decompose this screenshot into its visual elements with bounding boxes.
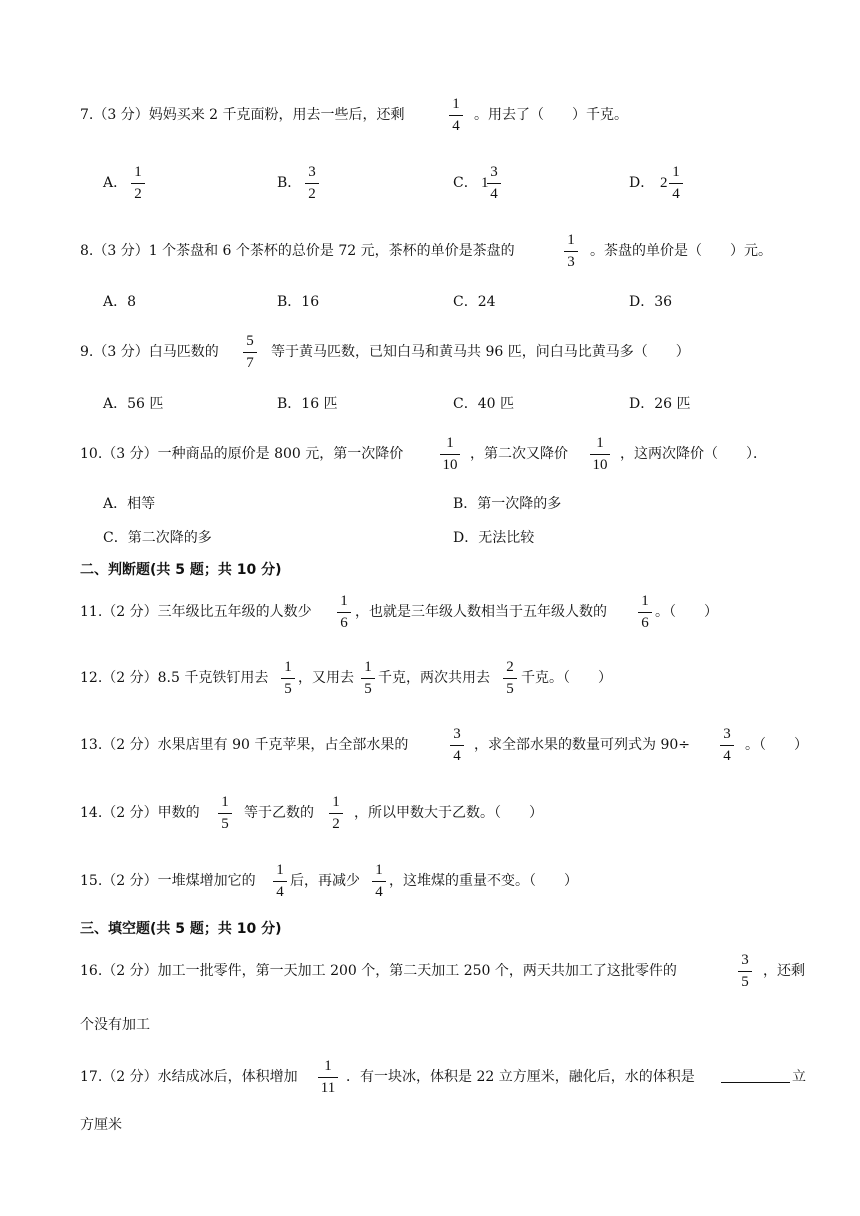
fraction-numerator: 5 xyxy=(246,333,254,349)
question-13-text-c: 。（ ） xyxy=(745,737,808,753)
fraction-denominator: 10 xyxy=(442,457,458,473)
fraction-denominator: 6 xyxy=(641,615,649,631)
question-14-fraction-1 xyxy=(210,794,240,833)
fraction-numerator: 3 xyxy=(308,164,316,180)
question-11-text-b: ，也就是三年级人数相当于五年级人数的 xyxy=(355,604,607,620)
fraction-denominator: 10 xyxy=(592,457,608,473)
q8-option-d: D．36 xyxy=(629,294,673,310)
q9-option-c: C．40 匹 xyxy=(453,396,514,412)
fraction-denominator: 4 xyxy=(452,118,460,134)
q10-option-d: D．无法比较 xyxy=(453,530,535,546)
fraction-numerator: 2 xyxy=(506,659,514,675)
question-12-text-a: 12.（2 分）8.5 千克铁钉用去 xyxy=(80,670,269,686)
fraction-denominator: 5 xyxy=(284,681,292,697)
question-8-text-b: 。茶盘的单价是（ ）元。 xyxy=(590,243,772,259)
question-10-fraction-2 xyxy=(585,435,615,474)
fraction-denominator: 4 xyxy=(453,748,461,764)
fraction-denominator: 5 xyxy=(221,816,229,832)
question-9-text-b: 等于黄马匹数，已知白马和黄马共 96 匹，问白马比黄马多（ ） xyxy=(271,344,690,360)
question-10-fraction-1 xyxy=(435,435,465,474)
fraction-numerator: 1 xyxy=(324,1058,332,1074)
fraction-numerator: 3 xyxy=(490,164,498,180)
question-15-text-a: 15.（2 分）一堆煤增加它的 xyxy=(80,873,256,889)
fraction-numerator: 1 xyxy=(276,862,284,878)
fraction-denominator: 4 xyxy=(723,748,731,764)
question-16-text-a: 16.（2 分）加工一批零件，第一天加工 200 个，第二天加工 250 个，两天共加工了这批零件的 xyxy=(80,963,677,979)
question-10-text-b: ，第二次又降价 xyxy=(470,446,568,462)
question-9-fraction xyxy=(235,333,265,372)
fraction-numerator: 1 xyxy=(375,862,383,878)
question-11-text-a: 11.（2 分）三年级比五年级的人数少 xyxy=(80,604,312,620)
question-16-text-b: ，还剩 xyxy=(763,963,805,979)
question-8-fraction xyxy=(556,232,586,271)
question-15-text-b: 后，再减少 xyxy=(290,873,360,889)
fraction-denominator: 5 xyxy=(741,974,749,990)
fraction-numerator: 1 xyxy=(364,659,372,675)
fraction-numerator: 1 xyxy=(596,435,604,451)
q7-option-a-label: A． xyxy=(103,175,128,191)
question-17-text-a: 17.（2 分）水结成冰后，体积增加 xyxy=(80,1069,298,1085)
question-14-text-c: ，所以甲数大于乙数。（ ） xyxy=(354,805,543,821)
fraction-numerator: 1 xyxy=(134,164,142,180)
q7-option-a-fraction xyxy=(123,164,153,203)
fraction-numerator: 1 xyxy=(340,593,348,609)
fraction-denominator: 2 xyxy=(332,816,340,832)
fraction-numerator: 1 xyxy=(452,96,460,112)
question-13-text-b: ，求全部水果的数量可列式为 90÷ xyxy=(474,737,690,753)
fraction-numerator: 3 xyxy=(453,726,461,742)
q7-option-d-fraction xyxy=(661,164,691,203)
fraction-numerator: 3 xyxy=(723,726,731,742)
q8-option-b: B．16 xyxy=(277,294,320,310)
question-12-text-d: 千克。（ ） xyxy=(521,670,612,686)
question-13-fraction-1 xyxy=(442,726,472,765)
q7-option-c-whole: 1 xyxy=(481,175,489,191)
q8-option-c: C．24 xyxy=(453,294,496,310)
q10-option-b: B．第一次降的多 xyxy=(453,496,562,512)
question-13-fraction-2 xyxy=(712,726,742,765)
fraction-numerator: 1 xyxy=(284,659,292,675)
question-9-text-a: 9.（3 分）白马匹数的 xyxy=(80,344,219,360)
question-16-fraction xyxy=(730,952,760,991)
fraction-numerator: 3 xyxy=(741,952,749,968)
q10-option-c: C．第二次降的多 xyxy=(103,530,212,546)
q7-option-c-label: C． xyxy=(453,175,478,191)
fraction-denominator: 6 xyxy=(340,615,348,631)
q7-option-b-fraction xyxy=(297,164,327,203)
question-7-text-a: 7.（3 分）妈妈买来 2 千克面粉，用去一些后，还剩 xyxy=(80,107,405,123)
fraction-numerator: 1 xyxy=(567,232,575,248)
question-15-text-c: ，这堆煤的重量不变。（ ） xyxy=(389,873,578,889)
question-14-fraction-2 xyxy=(321,794,351,833)
question-7-text-b: 。用去了（ ）千克。 xyxy=(474,107,628,123)
question-11-text-c: 。（ ） xyxy=(655,604,718,620)
question-10-text-a: 10.（3 分）一种商品的原价是 800 元，第一次降价 xyxy=(80,446,404,462)
question-8-text-a: 8.（3 分）1 个茶盘和 6 个茶杯的总价是 72 元，茶杯的单价是茶盘的 xyxy=(80,243,515,259)
section-heading-fill-in: 三、填空题(共 5 题；共 10 分) xyxy=(80,921,282,937)
fraction-denominator: 4 xyxy=(490,186,498,202)
fraction-denominator: 11 xyxy=(320,1080,336,1096)
fraction-denominator: 2 xyxy=(134,186,142,202)
q9-option-d: D．26 匹 xyxy=(629,396,691,412)
section-heading-judgement: 二、判断题(共 5 题；共 10 分) xyxy=(80,562,282,578)
q7-option-c-fraction xyxy=(479,164,509,203)
question-12-text-b: ，又用去 xyxy=(298,670,354,686)
fraction-numerator: 1 xyxy=(446,435,454,451)
fraction-denominator: 5 xyxy=(506,681,514,697)
fraction-denominator: 4 xyxy=(276,884,284,900)
fraction-numerator: 1 xyxy=(332,794,340,810)
question-17-text-d: 方厘米 xyxy=(80,1117,122,1133)
q7-option-b-label: B． xyxy=(277,175,302,191)
question-17-text-c: 立 xyxy=(792,1069,806,1085)
question-13-text-a: 13.（2 分）水果店里有 90 千克苹果，占全部水果的 xyxy=(80,737,409,753)
question-14-text-b: 等于乙数的 xyxy=(244,805,314,821)
answer-blank[interactable] xyxy=(721,1068,790,1083)
q10-option-a: A．相等 xyxy=(103,496,156,512)
question-14-text-a: 14.（2 分）甲数的 xyxy=(80,805,200,821)
question-16-text-c: 个没有加工 xyxy=(80,1017,150,1033)
q8-option-a: A．8 xyxy=(103,294,137,310)
question-17-fraction xyxy=(313,1058,343,1097)
fraction-denominator: 4 xyxy=(375,884,383,900)
question-7-fraction xyxy=(441,96,471,135)
fraction-denominator: 4 xyxy=(672,186,680,202)
fraction-denominator: 5 xyxy=(364,681,372,697)
q7-option-d-label: D． xyxy=(629,175,655,191)
q9-option-b: B．16 匹 xyxy=(277,396,338,412)
question-17-text-b: ．有一块冰，体积是 22 立方厘米，融化后，水的体积是 xyxy=(346,1069,695,1085)
q9-option-a: A．56 匹 xyxy=(103,396,164,412)
question-12-text-c: 千克，两次共用去 xyxy=(378,670,490,686)
question-10-text-c: ，这两次降价（ ）． xyxy=(620,446,767,462)
fraction-numerator: 1 xyxy=(221,794,229,810)
fraction-denominator: 7 xyxy=(246,355,254,371)
fraction-numerator: 1 xyxy=(672,164,680,180)
fraction-denominator: 3 xyxy=(567,254,575,270)
fraction-numerator: 1 xyxy=(641,593,649,609)
q7-option-d-whole: 2 xyxy=(660,175,668,191)
fraction-denominator: 2 xyxy=(308,186,316,202)
